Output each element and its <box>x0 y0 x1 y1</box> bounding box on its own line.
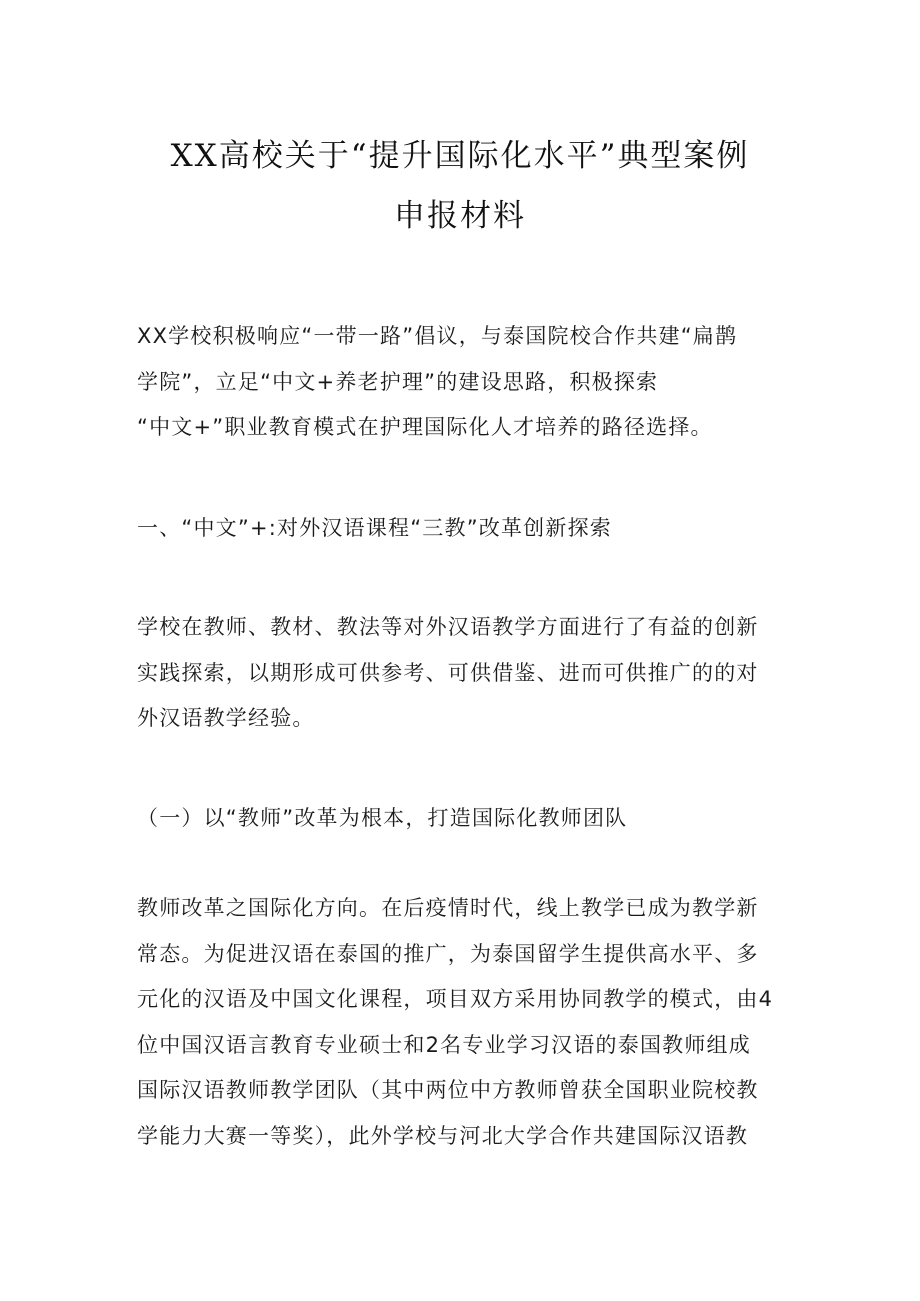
document-title-line-1: XX高校关于“提升国际化水平”典型案例 <box>170 138 750 174</box>
subsection-1-line-2: 常态。为促进汉语在泰国的推广，为泰国留学生提供高水平、多 <box>137 941 759 966</box>
subsection-1-heading <box>137 796 797 842</box>
section-1-line-3: 外汉语教学经验。 <box>137 706 315 730</box>
section-1-line-1: 学校在教师、教材、教法等对外汉语教学方面进行了有益的创新 <box>137 615 759 639</box>
subsection-1-line-5: 国际汉语教师教学团队（其中两位中方教师曾获全国职业院校教 <box>137 1078 759 1102</box>
intro-line-1: XX学校积极响应“一带一路”倡议，与泰国院校合作共建“扁鹊 <box>137 324 738 348</box>
section-1-paragraph <box>137 605 797 742</box>
subsection-1-line-3: 元化的汉语及中国文化课程，项目双方采用协同教学的模式，由4 <box>137 987 774 1011</box>
document-title-line-2: 申报材料 <box>394 198 526 234</box>
subsection-1-line-1: 教师改革之国际化方向。在后疫情时代，线上教学已成为教学新 <box>137 896 759 920</box>
section-1-line-2: 实践探索，以期形成可供参考、可供借鉴、进而可供推广的的对 <box>137 660 759 685</box>
section-1-heading <box>137 506 797 552</box>
subsection-1-paragraph <box>137 886 797 1159</box>
subsection-1-line-4: 位中国汉语言教育专业硕士和2名专业学习汉语的泰国教师组成 <box>137 1032 751 1057</box>
intro-line-3: “中文+”职业教育模式在护理国际化人才培养的路径选择。 <box>137 415 713 439</box>
section-1-heading-text: 一、“中文”+:对外汉语课程“三教”改革创新探索 <box>137 516 612 540</box>
subsection-1-line-6: 学能力大赛一等奖），此外学校与河北大学合作共建国际汉语教 <box>137 1123 749 1148</box>
intro-paragraph <box>137 314 797 451</box>
intro-line-2: 学院”，立足“中文+养老护理”的建设思路，积极探索 <box>137 369 659 394</box>
subsection-1-heading-text: （一）以“教师”改革为根本，打造国际化教师团队 <box>137 806 628 830</box>
